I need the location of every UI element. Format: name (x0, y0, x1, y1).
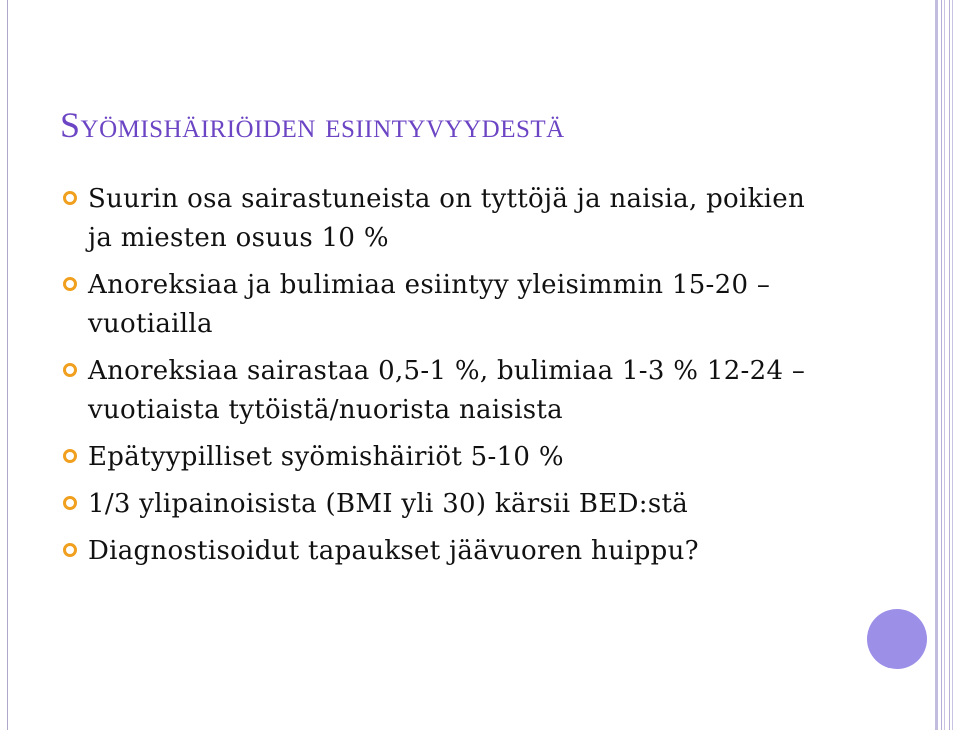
ring-bullet-icon (62, 276, 78, 292)
left-border-line (7, 0, 8, 730)
bullet-text: Anoreksiaa ja bulimiaa esiintyy yleisimmin 15-20 –vuotiailla (88, 270, 771, 339)
bullet-item (62, 438, 832, 477)
ring-bullet-icon (62, 495, 78, 511)
bullet-text: 1/3 ylipainoisista (BMI yli 30) kärsii BED:stä (88, 489, 689, 519)
right-border-line (944, 0, 945, 730)
slide-title: Syömishäiriöiden esiintyvyydestä (60, 105, 565, 145)
bullet-text: Anoreksiaa sairastaa 0,5-1 %, bulimiaa 1-3 % 12-24 –vuotiaista tytöistä/nuorista naisista (88, 356, 806, 425)
bullet-text: Suurin osa sairastuneista on tyttöjä ja naisia, poikien ja miesten osuus 10 % (88, 184, 806, 253)
ring-bullet-icon (62, 190, 78, 206)
bullet-text: Epätyypilliset syömishäiriöt 5-10 % (88, 442, 564, 472)
right-border-line (935, 0, 938, 730)
bullet-item (62, 266, 832, 344)
ring-bullet-icon (62, 362, 78, 378)
bullet-item (62, 180, 832, 258)
bullet-item (62, 532, 832, 571)
ring-bullet-icon (62, 448, 78, 464)
right-border-line (952, 0, 953, 730)
ring-bullet-icon (62, 542, 78, 558)
bullet-list (62, 180, 832, 579)
bullet-item (62, 352, 832, 430)
right-border-line (949, 0, 950, 730)
bullet-text: Diagnostisoidut tapaukset jäävuoren huippu? (88, 536, 699, 566)
bullet-item (62, 485, 832, 524)
decorative-circle (867, 609, 927, 669)
right-border-line (941, 0, 942, 730)
